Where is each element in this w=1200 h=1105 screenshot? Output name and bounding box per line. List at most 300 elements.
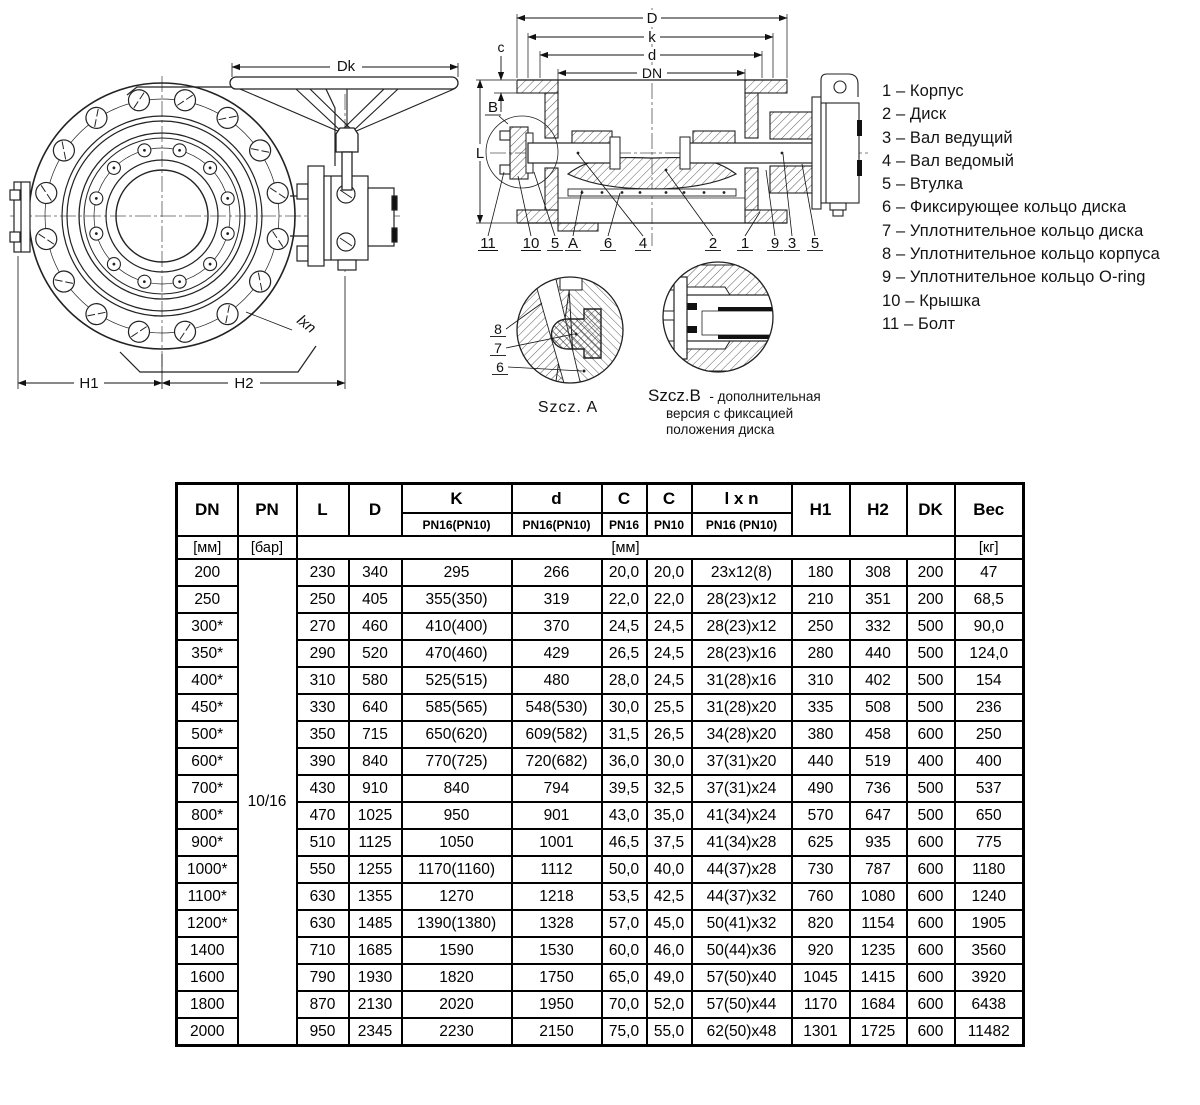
dimensions-table — [175, 482, 1025, 1047]
table-cell: 405 — [349, 586, 402, 613]
table-cell: 350 — [297, 721, 349, 748]
table-cell: 1025 — [349, 802, 402, 829]
callout-2: 2 — [708, 235, 718, 252]
table-cell: 28(23)x12 — [692, 586, 792, 613]
table-cell: 62(50)x48 — [692, 1018, 792, 1046]
left-lug — [10, 182, 30, 252]
table-cell: 25,5 — [647, 694, 692, 721]
dim-L-label: L — [475, 145, 485, 162]
table-cell: 2130 — [349, 991, 402, 1018]
table-cell: 950 — [402, 802, 512, 829]
table-cell: 430 — [297, 775, 349, 802]
callout-5b: 5 — [810, 235, 820, 252]
table-cell: 41(34)x24 — [692, 802, 792, 829]
table-cell: 47 — [955, 559, 1024, 586]
table-cell: 290 — [297, 640, 349, 667]
table-cell: 1684 — [850, 991, 907, 1018]
table-cell: 24,5 — [647, 640, 692, 667]
table-cell: 390 — [297, 748, 349, 775]
table-cell: 1235 — [850, 937, 907, 964]
table-cell: 1100* — [177, 883, 238, 910]
table-cell: 510 — [297, 829, 349, 856]
lxn-label: lxn — [293, 311, 320, 337]
table-cell: 650 — [955, 802, 1024, 829]
table-cell: 1180 — [955, 856, 1024, 883]
table-cell: 37(31)x24 — [692, 775, 792, 802]
table-cell: 736 — [850, 775, 907, 802]
table-cell: 34(28)x20 — [692, 721, 792, 748]
table-cell: 1270 — [402, 883, 512, 910]
table-cell: 1930 — [349, 964, 402, 991]
table-cell: 355(350) — [402, 586, 512, 613]
table-cell: 600* — [177, 748, 238, 775]
table-cell: 2000 — [177, 1018, 238, 1046]
sub-header-c2: PN10 — [647, 513, 692, 536]
table-cell: 1170 — [792, 991, 850, 1018]
table-cell: 230 — [297, 559, 349, 586]
table-cell: 1725 — [850, 1018, 907, 1046]
table-cell: 11482 — [955, 1018, 1024, 1046]
table-cell: 250 — [297, 586, 349, 613]
table-cell: 537 — [955, 775, 1024, 802]
table-body — [177, 559, 1024, 1046]
table-row — [177, 586, 1024, 613]
table-cell: 450* — [177, 694, 238, 721]
table-cell: 600 — [907, 829, 955, 856]
detail-b-label — [648, 386, 821, 405]
dim-k-label: k — [648, 29, 656, 46]
table-cell: 68,5 — [955, 586, 1024, 613]
table-cell: 950 — [297, 1018, 349, 1046]
legend-item-3: 3 – Вал ведущий — [882, 128, 1013, 147]
table-cell: 35,0 — [647, 802, 692, 829]
table-cell: 46,5 — [602, 829, 647, 856]
table-cell: 60,0 — [602, 937, 647, 964]
unit-pn: [бар] — [238, 536, 297, 559]
table-cell: 319 — [512, 586, 602, 613]
table-cell: 500 — [907, 613, 955, 640]
table-cell: 640 — [349, 694, 402, 721]
units-row — [177, 536, 1024, 559]
table-cell: 50(41)x32 — [692, 910, 792, 937]
legend-item-1: 1 – Корпус — [882, 82, 964, 100]
col-header-c1: C — [602, 484, 647, 514]
callout-1: 1 — [740, 235, 750, 252]
table-cell: 250 — [177, 586, 238, 613]
table-cell: 870 — [297, 991, 349, 1018]
sub-header-k: PN16(PN10) — [402, 513, 512, 536]
table-cell: 500 — [907, 802, 955, 829]
table-cell: 310 — [297, 667, 349, 694]
table-cell: 1301 — [792, 1018, 850, 1046]
table-cell: 1328 — [512, 910, 602, 937]
table-cell: 458 — [850, 721, 907, 748]
table-cell: 770(725) — [402, 748, 512, 775]
detail-b-caption-1: - дополнительная — [709, 389, 821, 404]
detail-a-callout-8: 8 — [494, 321, 502, 337]
detail-views-drawing — [480, 255, 875, 450]
detail-b-title: Szcz.B — [648, 386, 701, 405]
table-cell: 760 — [792, 883, 850, 910]
dim-DN-label: DN — [641, 65, 663, 81]
table-cell: 1080 — [850, 883, 907, 910]
table-cell: 650(620) — [402, 721, 512, 748]
table-cell: 1400 — [177, 937, 238, 964]
table-cell: 280 — [792, 640, 850, 667]
table-cell: 46,0 — [647, 937, 692, 964]
dim-c-label: c — [497, 39, 505, 55]
legend-item-5: 5 – Втулка — [882, 175, 963, 194]
table-cell: 335 — [792, 694, 850, 721]
table-cell: 500 — [907, 775, 955, 802]
table-cell: 600 — [907, 964, 955, 991]
col-header-lxn: l x n — [692, 484, 792, 514]
detail-b-caption-3: положения диска — [666, 422, 775, 437]
table-cell: 787 — [850, 856, 907, 883]
table-cell: 124,0 — [955, 640, 1024, 667]
table-cell: 410(400) — [402, 613, 512, 640]
sub-header-d: PN16(PN10) — [512, 513, 602, 536]
legend-item-6: 6 – Фиксирующее кольцо диска — [882, 198, 1127, 217]
table-row — [177, 775, 1024, 802]
table-cell: 31(28)x20 — [692, 694, 792, 721]
table-cell: 39,5 — [602, 775, 647, 802]
table-cell: 1800 — [177, 991, 238, 1018]
table-cell: 200 — [177, 559, 238, 586]
table-cell: 550 — [297, 856, 349, 883]
col-header-k: K — [402, 484, 512, 514]
col-header-h2: H2 — [850, 484, 907, 537]
table-cell: 840 — [349, 748, 402, 775]
dim-h2-label: H2 — [234, 375, 254, 392]
table-cell: 1820 — [402, 964, 512, 991]
table-cell: 2345 — [349, 1018, 402, 1046]
table-cell: 1218 — [512, 883, 602, 910]
table-cell: 28(23)x12 — [692, 613, 792, 640]
table-cell: 935 — [850, 829, 907, 856]
table-cell: 710 — [297, 937, 349, 964]
table-cell: 600 — [907, 937, 955, 964]
table-cell: 50,0 — [602, 856, 647, 883]
table-cell: 519 — [850, 748, 907, 775]
table-cell: 2230 — [402, 1018, 512, 1046]
legend-item-9: 9 – Уплотнительное кольцо O-ring — [882, 268, 1146, 287]
table-cell: 270 — [297, 613, 349, 640]
dim-dk — [232, 58, 458, 77]
legend-item-11: 11 – Болт — [882, 314, 956, 333]
table-cell: 1170(1160) — [402, 856, 512, 883]
table-cell: 720(682) — [512, 748, 602, 775]
table-cell: 1125 — [349, 829, 402, 856]
table-cell: 20,0 — [602, 559, 647, 586]
section-view-drawing — [470, 0, 875, 252]
callout-6: 6 — [603, 235, 613, 252]
table-cell: 1590 — [402, 937, 512, 964]
table-cell: 480 — [512, 667, 602, 694]
table-cell: 600 — [907, 856, 955, 883]
table-cell: 790 — [297, 964, 349, 991]
table-cell: 57,0 — [602, 910, 647, 937]
col-header-d-low: d — [512, 484, 602, 514]
table-cell: 1000* — [177, 856, 238, 883]
table-cell: 351 — [850, 586, 907, 613]
table-cell: 490 — [792, 775, 850, 802]
table-cell: 500 — [907, 667, 955, 694]
header-row-main — [177, 484, 1024, 514]
front-view-drawing — [0, 0, 470, 400]
table-cell: 470 — [297, 802, 349, 829]
table-cell: 630 — [297, 910, 349, 937]
table-cell: 1240 — [955, 883, 1024, 910]
table-cell: 41(34)x28 — [692, 829, 792, 856]
table-cell: 295 — [402, 559, 512, 586]
table-cell: 45,0 — [647, 910, 692, 937]
table-cell: 44(37)x32 — [692, 883, 792, 910]
pn-merged-cell: 10/16 — [238, 559, 297, 1046]
table-cell: 70,0 — [602, 991, 647, 1018]
table-cell: 600 — [907, 991, 955, 1018]
table-cell: 30,0 — [602, 694, 647, 721]
table-cell: 715 — [349, 721, 402, 748]
table-row — [177, 559, 1024, 586]
table-cell: 400 — [907, 748, 955, 775]
lxn-callout — [246, 312, 319, 337]
table-cell: 600 — [907, 721, 955, 748]
table-cell: 600 — [907, 883, 955, 910]
unit-dn: [мм] — [177, 536, 238, 559]
table-cell: 236 — [955, 694, 1024, 721]
table-cell: 500* — [177, 721, 238, 748]
table-cell: 250 — [792, 613, 850, 640]
table-cell: 250 — [955, 721, 1024, 748]
table-cell: 1154 — [850, 910, 907, 937]
legend-item-8: 8 – Уплотнительное кольцо корпуса — [882, 245, 1160, 264]
table-row — [177, 883, 1024, 910]
col-header-l: L — [297, 484, 349, 537]
table-row — [177, 1018, 1024, 1046]
table-cell: 2020 — [402, 991, 512, 1018]
table-cell: 1050 — [402, 829, 512, 856]
unit-mid: [мм] — [297, 536, 955, 559]
table-cell: 370 — [512, 613, 602, 640]
table-cell: 647 — [850, 802, 907, 829]
table-cell: 470(460) — [402, 640, 512, 667]
table-cell: 36,0 — [602, 748, 647, 775]
table-cell: 900* — [177, 829, 238, 856]
table-cell: 1355 — [349, 883, 402, 910]
table-cell: 460 — [349, 613, 402, 640]
table-cell: 1001 — [512, 829, 602, 856]
table-cell: 1950 — [512, 991, 602, 1018]
table-cell: 920 — [792, 937, 850, 964]
table-cell: 308 — [850, 559, 907, 586]
table-cell: 26,5 — [647, 721, 692, 748]
table-cell: 26,5 — [602, 640, 647, 667]
table-cell: 429 — [512, 640, 602, 667]
table-cell: 625 — [792, 829, 850, 856]
table-cell: 340 — [349, 559, 402, 586]
table-cell: 42,5 — [647, 883, 692, 910]
table-cell: 330 — [297, 694, 349, 721]
table-cell: 794 — [512, 775, 602, 802]
col-header-dk: DK — [907, 484, 955, 537]
col-header-c2: C — [647, 484, 692, 514]
table-cell: 910 — [349, 775, 402, 802]
table-cell: 1530 — [512, 937, 602, 964]
table-cell: 200 — [907, 586, 955, 613]
table-cell: 24,5 — [647, 667, 692, 694]
table-cell: 75,0 — [602, 1018, 647, 1046]
callout-11: 11 — [480, 235, 496, 252]
legend-item-2: 2 – Диск — [882, 105, 947, 124]
table-row — [177, 613, 1024, 640]
table-cell: 440 — [792, 748, 850, 775]
dim-D-label: D — [646, 10, 658, 27]
table-cell: 180 — [792, 559, 850, 586]
detail-b-caption-2: версия с фиксацией — [666, 406, 794, 421]
table-cell: 43,0 — [602, 802, 647, 829]
table-row — [177, 640, 1024, 667]
table-cell: 22,0 — [647, 586, 692, 613]
table-cell: 500 — [907, 640, 955, 667]
table-cell: 585(565) — [402, 694, 512, 721]
detail-a-callout-7: 7 — [494, 340, 502, 356]
table-cell: 840 — [402, 775, 512, 802]
callout-numbers — [478, 235, 823, 252]
col-header-h1: H1 — [792, 484, 850, 537]
table-row — [177, 964, 1024, 991]
dim-d-label: d — [647, 47, 657, 64]
legend-item-7: 7 – Уплотнительное кольцо диска — [882, 221, 1144, 240]
table-cell: 3920 — [955, 964, 1024, 991]
table-row — [177, 694, 1024, 721]
table-row — [177, 802, 1024, 829]
table-cell: 520 — [349, 640, 402, 667]
table-cell: 630 — [297, 883, 349, 910]
table-row — [177, 667, 1024, 694]
table-cell: 6438 — [955, 991, 1024, 1018]
table-cell: 775 — [955, 829, 1024, 856]
dim-dk-label: Dk — [336, 58, 356, 75]
table-cell: 28,0 — [602, 667, 647, 694]
table-cell: 24,5 — [647, 613, 692, 640]
table-cell: 1485 — [349, 910, 402, 937]
table-cell: 40,0 — [647, 856, 692, 883]
table-cell: 508 — [850, 694, 907, 721]
dim-h1-label: H1 — [79, 375, 99, 392]
table-cell: 820 — [792, 910, 850, 937]
table-cell: 20,0 — [647, 559, 692, 586]
table-cell: 609(582) — [512, 721, 602, 748]
table-cell: 53,5 — [602, 883, 647, 910]
table-cell: 400 — [955, 748, 1024, 775]
table-cell: 57(50)x44 — [692, 991, 792, 1018]
table-cell: 154 — [955, 667, 1024, 694]
table-cell: 1112 — [512, 856, 602, 883]
table-row — [177, 991, 1024, 1018]
table-cell: 1255 — [349, 856, 402, 883]
table-cell: 580 — [349, 667, 402, 694]
callout-9: 9 — [770, 235, 780, 252]
table-cell: 548(530) — [512, 694, 602, 721]
table-cell: 350* — [177, 640, 238, 667]
table-cell: 800* — [177, 802, 238, 829]
table-cell: 400* — [177, 667, 238, 694]
table-cell: 500 — [907, 694, 955, 721]
table-cell: 380 — [792, 721, 850, 748]
table-cell: 570 — [792, 802, 850, 829]
sub-header-c1: PN16 — [602, 513, 647, 536]
table-cell: 2150 — [512, 1018, 602, 1046]
table-cell: 300* — [177, 613, 238, 640]
table-cell: 600 — [907, 910, 955, 937]
table-cell: 90,0 — [955, 613, 1024, 640]
col-header-wes: Вес — [955, 484, 1024, 537]
table-cell: 31,5 — [602, 721, 647, 748]
handwheel — [230, 77, 458, 190]
table-cell: 730 — [792, 856, 850, 883]
callout-5a: 5 — [550, 235, 560, 252]
callout-10: 10 — [522, 235, 540, 252]
table-row — [177, 856, 1024, 883]
callout-4: 4 — [638, 235, 648, 252]
table-cell: 1600 — [177, 964, 238, 991]
table-cell: 44(37)x28 — [692, 856, 792, 883]
table-row — [177, 829, 1024, 856]
table-cell: 1750 — [512, 964, 602, 991]
table-cell: 22,0 — [602, 586, 647, 613]
col-header-d: D — [349, 484, 402, 537]
detail-b — [648, 261, 821, 437]
table-cell: 24,5 — [602, 613, 647, 640]
table-cell: 700* — [177, 775, 238, 802]
table-cell: 31(28)x16 — [692, 667, 792, 694]
table-cell: 37,5 — [647, 829, 692, 856]
sub-header-lxn: PN16 (PN10) — [692, 513, 792, 536]
table-cell: 55,0 — [647, 1018, 692, 1046]
table-cell: 1685 — [349, 937, 402, 964]
table-cell: 266 — [512, 559, 602, 586]
callout-A: A — [567, 235, 579, 252]
table-cell: 200 — [907, 559, 955, 586]
table-row — [177, 937, 1024, 964]
table-cell: 525(515) — [402, 667, 512, 694]
unit-wes: [кг] — [955, 536, 1024, 559]
table-cell: 37(31)x20 — [692, 748, 792, 775]
table-cell: 23x12(8) — [692, 559, 792, 586]
detail-a-label: Szcz. A — [537, 399, 599, 416]
dim-c — [494, 39, 542, 112]
table-row — [177, 748, 1024, 775]
table-cell: 332 — [850, 613, 907, 640]
detail-a-callout-6: 6 — [496, 359, 504, 375]
table-cell: 600 — [907, 1018, 955, 1046]
col-header-pn: PN — [238, 484, 297, 537]
table-cell: 1045 — [792, 964, 850, 991]
table-cell: 30,0 — [647, 748, 692, 775]
table-cell: 901 — [512, 802, 602, 829]
table-cell: 1390(1380) — [402, 910, 512, 937]
parts-legend — [882, 80, 1160, 336]
table-cell: 57(50)x40 — [692, 964, 792, 991]
table-cell: 3560 — [955, 937, 1024, 964]
table-cell: 32,5 — [647, 775, 692, 802]
table-cell: 1905 — [955, 910, 1024, 937]
table-cell: 52,0 — [647, 991, 692, 1018]
table-cell: 310 — [792, 667, 850, 694]
table-cell: 50(44)x36 — [692, 937, 792, 964]
table-cell: 1200* — [177, 910, 238, 937]
